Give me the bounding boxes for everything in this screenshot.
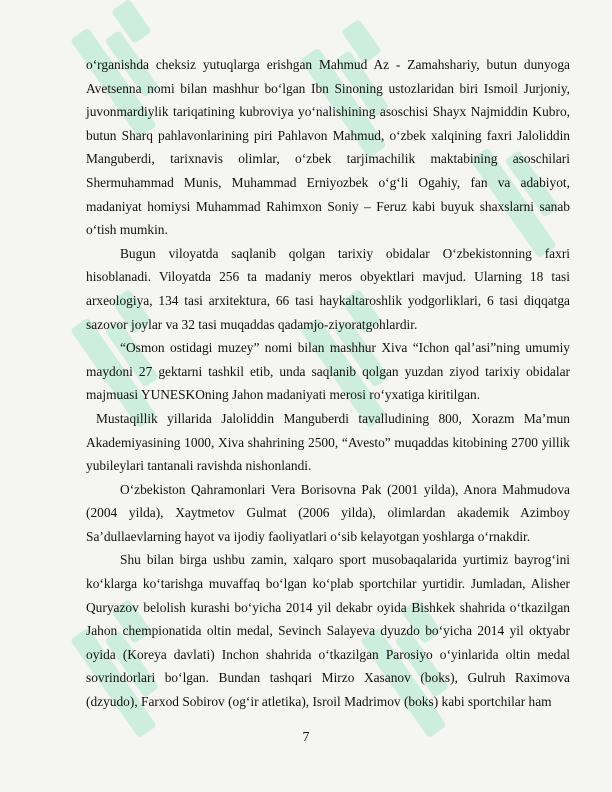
paragraph-5: O‘zbekiston Qahramonlari Vera Borisovna Pak (2001 yilda), Anora Mahmudova (2004 yilda), Xaytmetov Gulmat (2006 yilda), olimlardan akademik Azimboy Sa’dullaevlarning hayot va ijodiy faoliyatlari o‘sib kelayotgan yoshlarga o‘rnakdir. <box>86 481 570 544</box>
paragraph-1: o‘rganishda cheksiz yutuqlarga erishgan Mahmud Az - Zamahshariy, butun dunyoga Avetsenna nomi bilan mashhur bo‘lgan Ibn Sinoning ustozlaridan biri Ismoil Jurjoniy, juvonmardiylik tariqatining kubroviya yo‘nalishining asoschisi Shayx Najmiddin Kubro, butun Sharq pahlavonlarining piri Pahlavon Mahmud, o‘zbek xalqining faxri Jaloliddin Manguberdi, tarixnavis olimlar, o‘zbek tarjimachilik maktabining asoschilari Shermuhammad Munis, Muhammad Erniyozbek o‘g‘li Ogahiy, fan va adabiyot, madaniyat homiysi Muhammad Rahimxon Soniy – Feruz kabi buyuk shaxslarni sanab o‘tish mumkin. <box>86 57 570 238</box>
paragraph-2: Bugun viloyatda saqlanib qolgan tarixiy obidalar O‘zbekistonning faxri hisoblanadi. Viloyatda 256 ta madaniy meros obyektlari mavjud. Ularning 18 tasi arxeologiya, 134 tasi arxitektura, 66 tasi haykaltaroshlik yodgorliklari, 6 tasi diqqatga sazovor joylar va 32 tasi muqaddas qadamjo-ziyoratgohlardir. <box>86 245 570 332</box>
paragraph-6: Shu bilan birga ushbu zamin, xalqaro sport musobaqalarida yurtimiz bayrog‘ini ko‘klarga ko‘tarishga muvaffaq bo‘lgan ko‘plab sportchilar yurtidir. Jumladan, Alisher Quryazov belolish kurashi bo‘yicha 2014 yil dekabr oyida Bishkek shahrida o‘tkazilgan Jahon chempionatida oltin medal, Sevinch Salayeva dyuzdo bo‘yicha 2014 yil oktyabr oyida (Koreya davlati) Inchon shahrida o‘tkazilgan Parosiyo o‘yinlarida oltin medal sovrindorlari bo‘lgan. Bundan tashqari Mirzo Xasanov (boks), Gulruh Raximova (dzyudo), Farxod Sobirov (og‘ir atletika), Isroil Madrimov (boks) kabi sportchilar ham <box>86 552 570 710</box>
page-number: 7 <box>302 730 310 745</box>
paragraph-4: Mustaqillik yillarida Jaloliddin Manguberdi tavalludining 800, Xorazm Ma’mun Akademiyasining 1000, Xiva shahrining 2500, “Avesto” muqaddas kitobining 2700 yillik yubileylari tantanali ravishda nishonlandi. <box>86 410 570 474</box>
paragraph-3: “Osmon ostidagi muzey” nomi bilan mashhur Xiva “Ichon qal’asi”ning umumiy maydoni 27 gektarni tashkil etib, unda saqlanib qolgan yuzdan ziyod tarixiy obidalar majmuasi YUNESKOning Jahon madaniyati merosi ro‘yxatiga kiritilgan. <box>86 340 570 403</box>
body-text <box>86 53 570 714</box>
